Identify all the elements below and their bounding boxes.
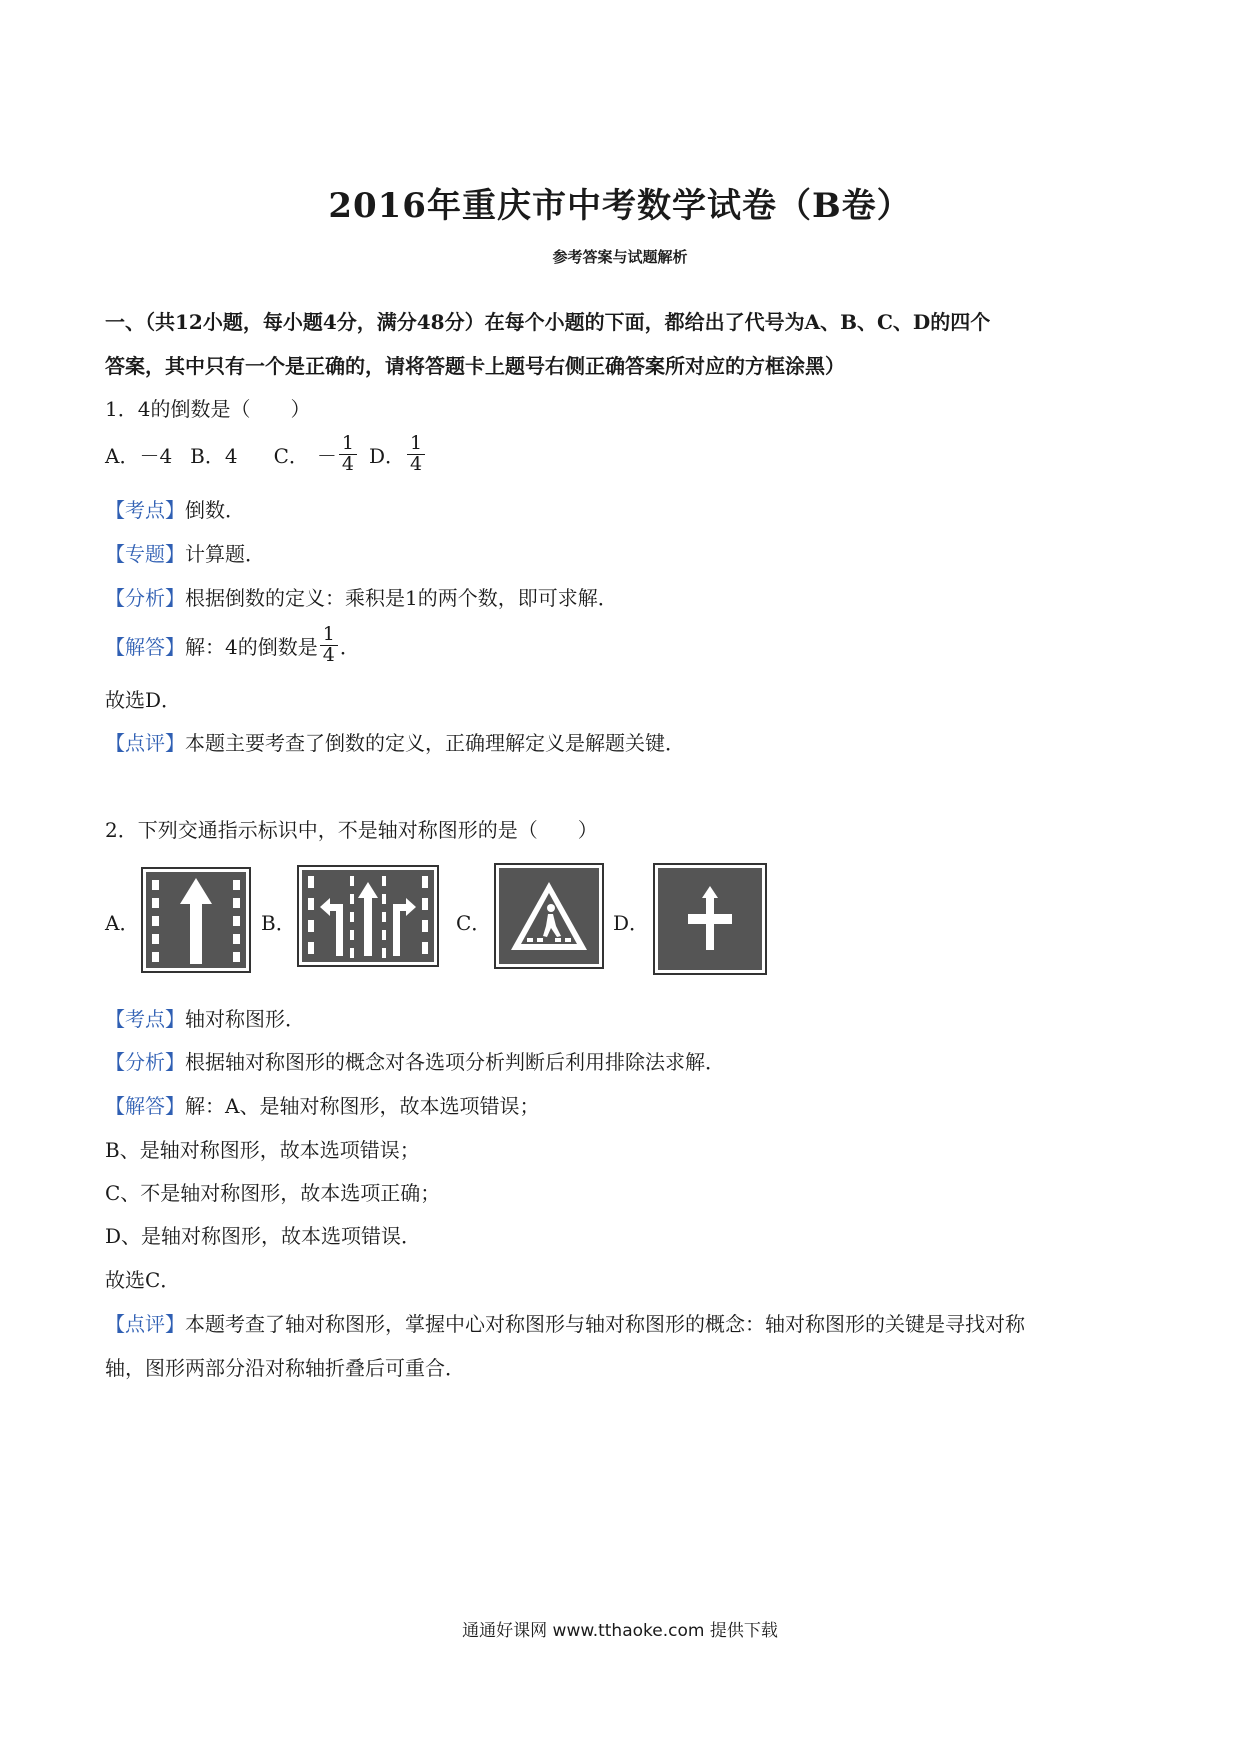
q1-option-c-sign: － xyxy=(316,443,337,468)
q2-guxuan: 故选C． xyxy=(105,1268,181,1292)
fenxi-tag: 【分析】 xyxy=(105,1050,185,1074)
q2-option-c-label: C． xyxy=(456,911,492,935)
q1-option-a: A．－4 xyxy=(105,443,173,468)
jieda-end: ． xyxy=(339,634,360,659)
fenxi-text: 根据倒数的定义：乘积是1的两个数，即可求解． xyxy=(185,586,618,610)
q1-zhuanti xyxy=(105,538,265,567)
dianping-tag: 【点评】 xyxy=(105,1312,185,1336)
q2-jieda-line-2: B、是轴对称图形，故本选项错误； xyxy=(105,1138,420,1162)
q2-stem: 2．下列交通指示标识中，不是轴对称图形的是（ ） xyxy=(105,818,598,842)
kaodian-tag: 【考点】 xyxy=(105,498,185,522)
fraction-denominator: 4 xyxy=(410,452,423,475)
fraction-numerator: 1 xyxy=(339,434,357,455)
fenxi-text: 根据轴对称图形的概念对各选项分析判断后利用排除法求解． xyxy=(185,1050,725,1074)
q1-jieda xyxy=(105,624,360,666)
q1-fenxi xyxy=(105,582,618,611)
q1-kaodian xyxy=(105,494,245,523)
fraction-numerator: 1 xyxy=(320,625,338,646)
q2-dianping-line-2: 轴，图形两部分沿对称轴折叠后可重合． xyxy=(105,1356,465,1380)
dianping-text: 本题主要考查了倒数的定义，正确理解定义是解题关键． xyxy=(185,731,685,755)
jieda-tag: 【解答】 xyxy=(105,634,185,659)
section-header-line2: 答案，其中只有一个是正确的，请将答题卡上题号右侧正确答案所对应的方框涂黑） xyxy=(105,354,845,378)
dianping-text-1: 本题考查了轴对称图形，掌握中心对称图形与轴对称图形的概念：轴对称图形的关键是寻找对称 xyxy=(185,1312,1025,1336)
q2-option-d-label: D． xyxy=(613,911,650,935)
q1-option-d-fraction xyxy=(407,431,425,475)
q2-jieda xyxy=(105,1090,539,1119)
zhuanti-text: 计算题． xyxy=(185,542,265,566)
kaodian-tag: 【考点】 xyxy=(105,1007,185,1031)
sign-straight-arrow-icon xyxy=(140,866,252,974)
kaodian-text: 轴对称图形． xyxy=(185,1007,305,1031)
q2-fenxi xyxy=(105,1046,725,1075)
sign-pedestrian-crossing-icon xyxy=(493,862,605,970)
q1-option-c-fraction xyxy=(339,431,357,475)
q1-dianping xyxy=(105,727,685,756)
zhuanti-tag: 【专题】 xyxy=(105,542,185,566)
q2-jieda-line-3: C、不是轴对称图形，故本选项正确； xyxy=(105,1181,441,1205)
q2-option-a-label: A． xyxy=(105,911,140,935)
q1-option-c-label: C． xyxy=(273,443,309,468)
q1-option-b: B．4 xyxy=(190,443,238,468)
page-footer: 通通好课网 www.tthaoke.com 提供下载 xyxy=(462,1621,778,1641)
fraction-denominator: 4 xyxy=(341,452,354,475)
q1-stem: 1．4的倒数是（ ） xyxy=(105,397,311,421)
fraction-numerator: 1 xyxy=(407,434,425,455)
jieda-text: 解：4的倒数是 xyxy=(185,634,318,659)
q1-option-d-label: D． xyxy=(369,443,406,468)
jieda-fraction xyxy=(320,622,338,666)
sign-crossroad-icon xyxy=(652,862,768,976)
kaodian-text: 倒数． xyxy=(185,498,245,522)
sign-lane-arrows-icon xyxy=(296,864,440,968)
q2-jieda-line-4: D、是轴对称图形，故本选项错误． xyxy=(105,1224,422,1248)
page-title: 2016年重庆市中考数学试卷（B卷） xyxy=(328,186,912,226)
section-header-line1: 一、（共12小题，每小题4分，满分48分）在每个小题的下面，都给出了代号为A、B、C、D的四个 xyxy=(105,310,991,334)
jieda-text-1: 解：A、是轴对称图形，故本选项错误； xyxy=(185,1094,540,1118)
q1-guxuan: 故选D． xyxy=(105,688,182,712)
fenxi-tag: 【分析】 xyxy=(105,586,185,610)
q2-dianping xyxy=(105,1308,1025,1337)
q2-kaodian xyxy=(105,1003,305,1032)
dianping-tag: 【点评】 xyxy=(105,731,185,755)
q1-options xyxy=(105,431,427,475)
page-subtitle: 参考答案与试题解析 xyxy=(552,248,688,266)
fraction-denominator: 4 xyxy=(322,643,335,666)
q2-option-b-label: B． xyxy=(261,911,296,935)
jieda-tag: 【解答】 xyxy=(105,1094,185,1118)
